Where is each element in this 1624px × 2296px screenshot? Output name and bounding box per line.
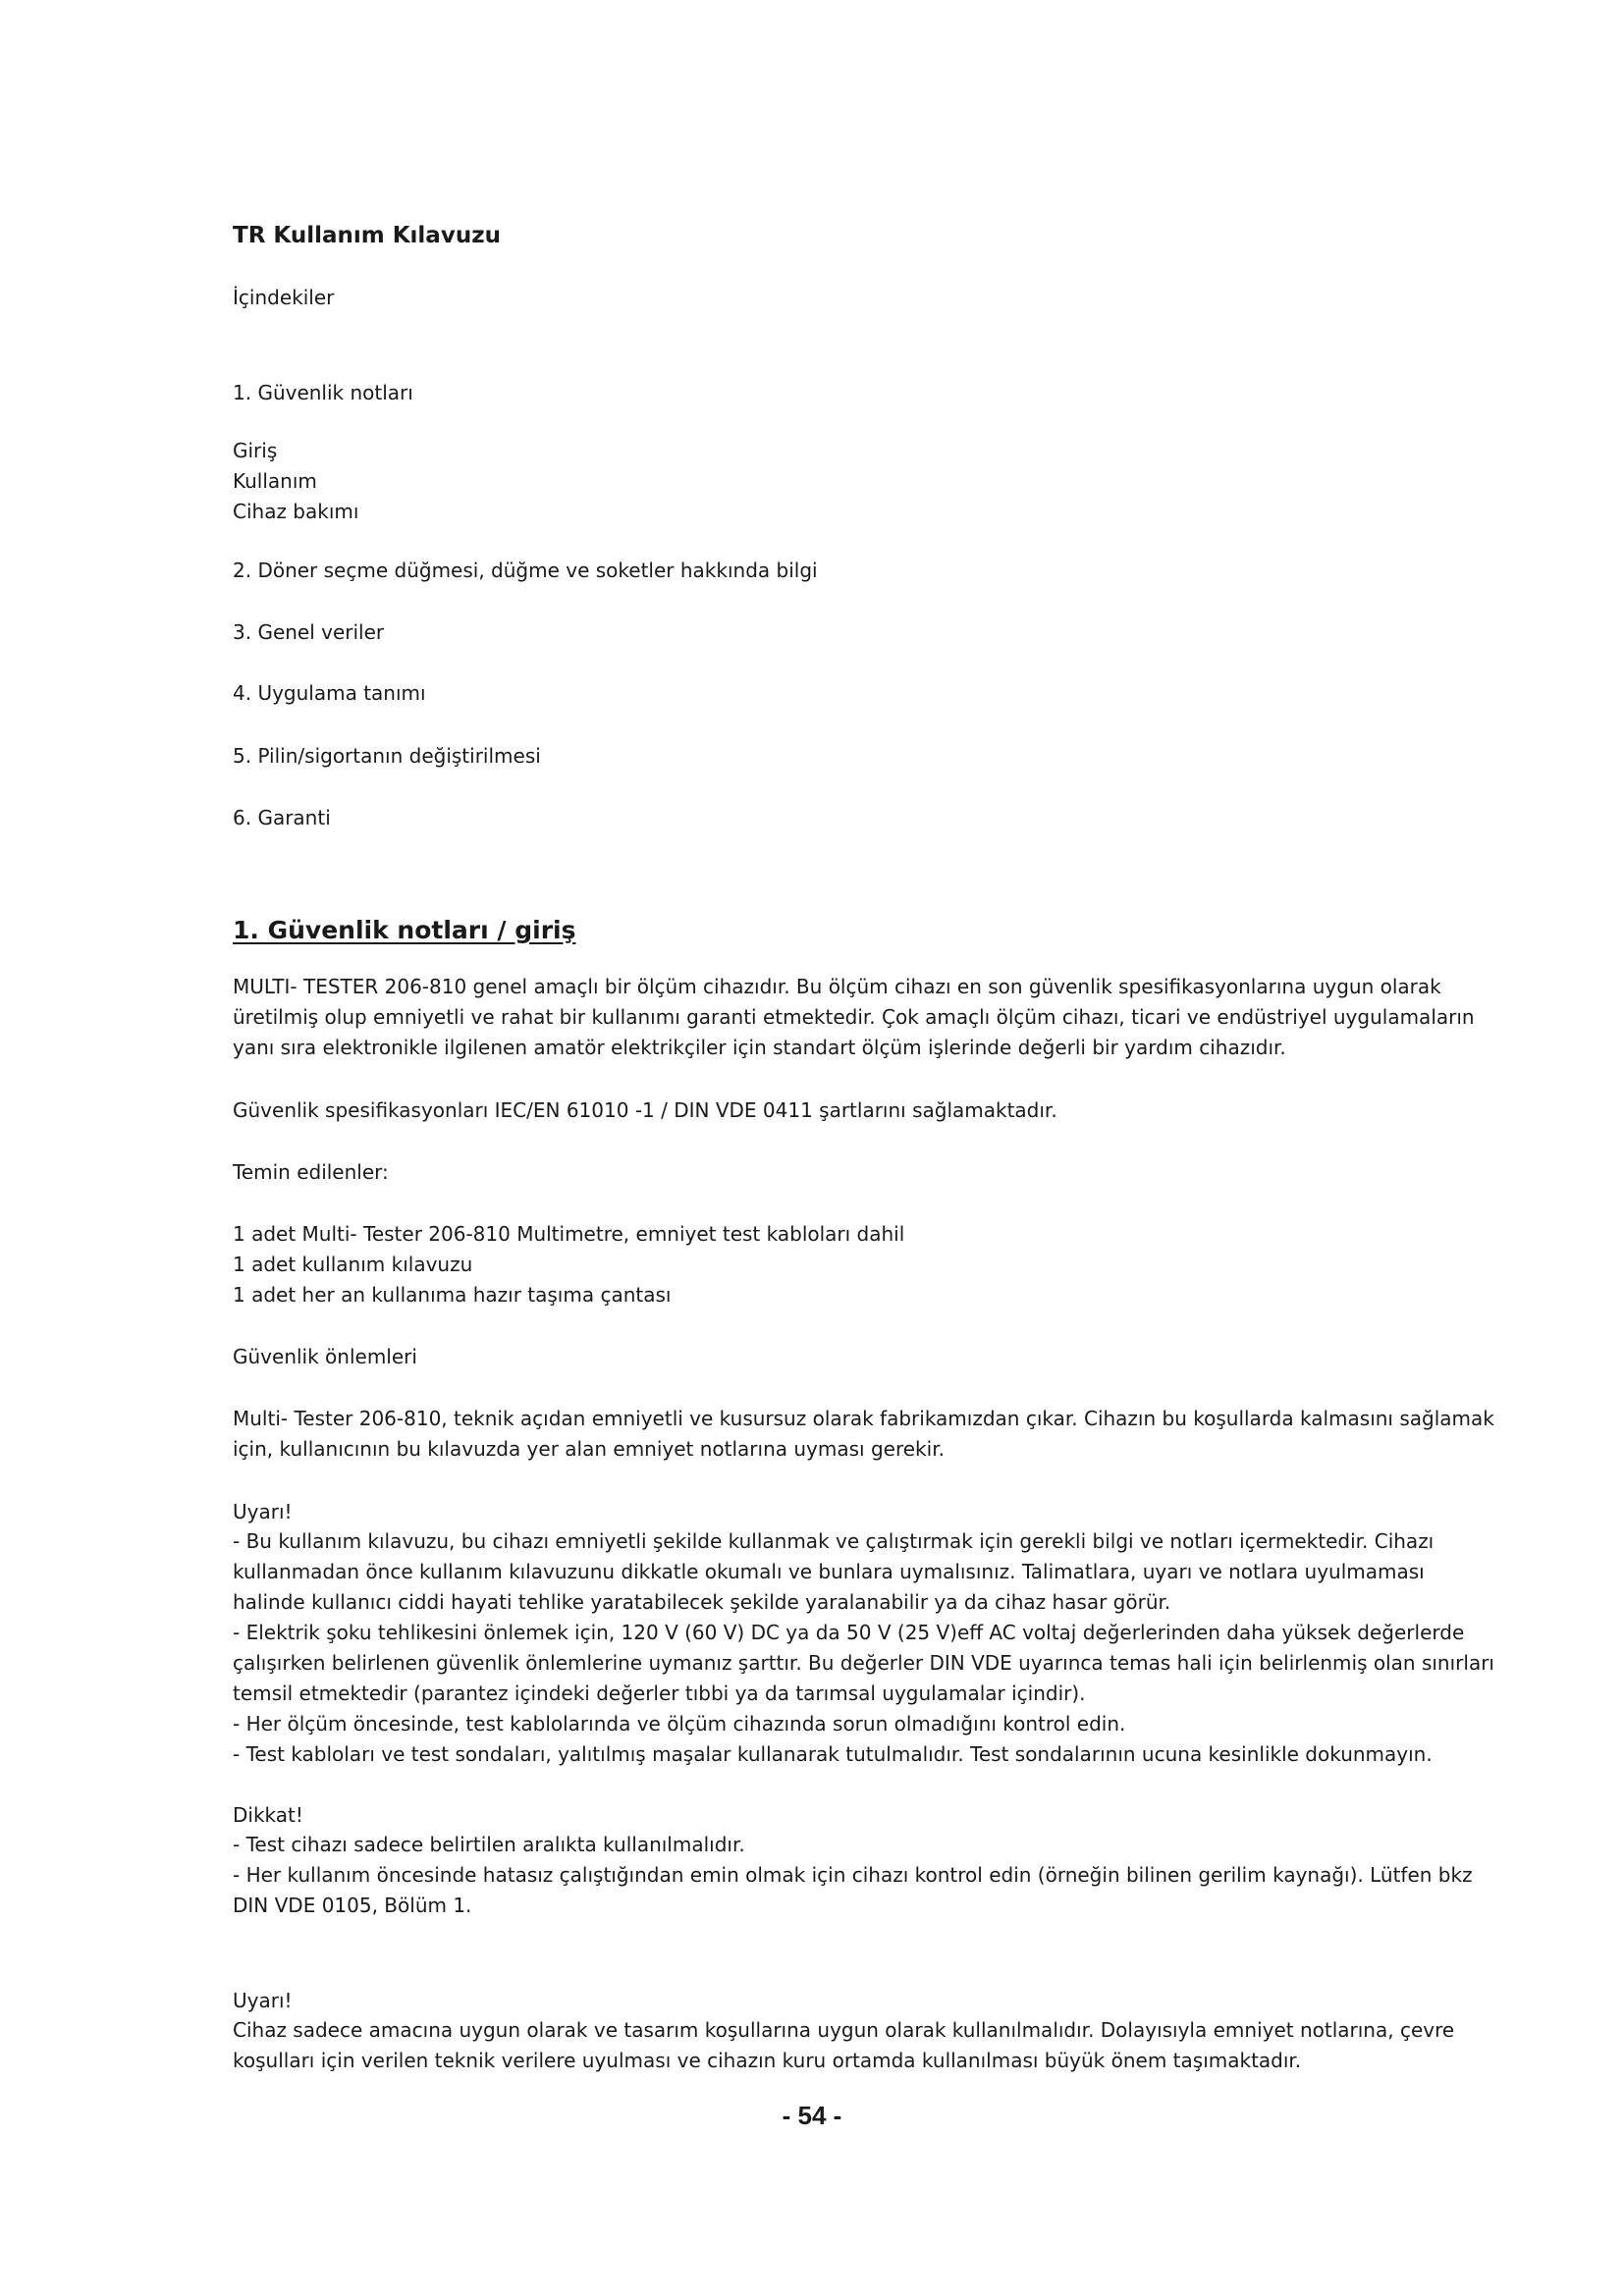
toc-item: 4. Uygulama tanımı [233, 681, 426, 705]
measures-paragraph: Multi- Tester 206-810, teknik açıdan emniyetli ve kusursuz olarak fabrikamızdan çıkar. Cihazın bu koşullarda kalmasını sağlamak için, kullanıcının bu kılavuzda yer alan emniyet notlarına uyması gerekir. [233, 1407, 1494, 1461]
toc-subitem: Kullanım [233, 469, 317, 493]
supplied-item: 1 adet her an kullanıma hazır taşıma çantası [233, 1283, 672, 1307]
toc-label: İçindekiler [233, 286, 335, 309]
supplied-item: 1 adet kullanım kılavuzu [233, 1253, 473, 1276]
toc-item: 3. Genel veriler [233, 620, 385, 644]
intro-paragraph: MULTI- TESTER 206-810 genel amaçlı bir ölçüm cihazıdır. Bu ölçüm cihazı en son güvenlik spesifikasyonlarına uygun olarak üretilmiş olup emniyetli ve rahat bir kullanımı garanti etmektedir. Çok amaçlı ölçüm cihazı, ticari ve endüstriyel uygulamaların yanı sıra elektronikle ilgilenen amatör elektrikçiler için standart ölçüm işlerinde değerli bir yardım cihazıdır. [233, 975, 1475, 1059]
caution-paragraph: - Test cihazı sadece belirtilen aralıkta kullanılmalıdır. [233, 1833, 745, 1856]
caution-paragraph: - Her kullanım öncesinde hatasız çalıştığından emin olmak için cihazı kontrol edin (örneğin bilinen gerilim kaynağı). Lütfen bkz DIN VDE 0105, Bölüm 1. [233, 1863, 1473, 1917]
caution-label: Dikkat! [233, 1803, 303, 1827]
measures-label: Güvenlik önlemleri [233, 1345, 417, 1368]
warning-paragraph: - Her ölçüm öncesinde, test kablolarında ve ölçüm cihazında sorun olmadığını kontrol edin. [233, 1712, 1126, 1735]
toc-subitem: Cihaz bakımı [233, 500, 359, 523]
warning-paragraph: Cihaz sadece amacına uygun olarak ve tasarım koşullarına uygun olarak kullanılmalıdır. Dolayısıyla emniyet notlarına, çevre koşulları için verilen teknik verilere uyulması ve cihazın kuru ortamda kullanılması büyük önem taşımaktadır. [233, 2018, 1455, 2072]
warning-paragraph: - Test kabloları ve test sondaları, yalıtılmış maşalar kullanarak tutulmalıdır. Test sondalarının ucuna kesinlikle dokunmayın. [233, 1742, 1433, 1766]
spec-paragraph: Güvenlik spesifikasyonları IEC/EN 61010 -1 / DIN VDE 0411 şartlarını sağlamaktadır. [233, 1098, 1057, 1122]
section-heading: 1. Güvenlik notları / giriş [233, 916, 576, 944]
warning-block [233, 1526, 1499, 1770]
toc-item: 5. Pilin/sigortanın değiştirilmesi [233, 744, 541, 768]
toc-item: 2. Döner seçme düğmesi, düğme ve soketler hakkında bilgi [233, 559, 818, 582]
caution-block [233, 1830, 1499, 1921]
toc-item: 1. Güvenlik notları [233, 381, 413, 404]
supplied-item: 1 adet Multi- Tester 206-810 Multimetre, emniyet test kabloları dahil [233, 1222, 905, 1246]
warning-paragraph: - Bu kullanım kılavuzu, bu cihazı emniyetli şekilde kullanmak ve çalıştırmak için gerekli bilgi ve notları içermektedir. Cihazı kullanmadan önce kullanım kılavuzunu dikkatle okumalı ve bunlara uymalısınız. Talimatlara, uyarı ve notlara uyulmaması halinde kullanıcı ciddi hayati tehlike yaratabilecek şekilde yaralanabilir ya da cihaz hasar görür. [233, 1529, 1435, 1614]
warning-label: Uyarı! [233, 1500, 293, 1523]
toc-item: 6. Garanti [233, 806, 331, 829]
warning-label: Uyarı! [233, 1989, 293, 2012]
warning-paragraph: - Elektrik şoku tehlikesini önlemek için, 120 V (60 V) DC ya da 50 V (25 V)eff AC voltaj değerlerinden daha yüksek değerlerde çalışırken belirlenen güvenlik önlemlerine uymanız şarttır. Bu değerler DIN VDE uyarınca temas hali için belirlenmiş olan sınırları temsil etmektedir (parantez içindeki değerler tıbbi ya da tarımsal uygulamalar içindir). [233, 1621, 1494, 1705]
supplied-label: Temin edilenler: [233, 1160, 389, 1184]
document-title: TR Kullanım Kılavuzu [233, 223, 501, 248]
page-number: - 54 - [782, 2101, 842, 2130]
toc-subitem: Giriş [233, 439, 278, 462]
